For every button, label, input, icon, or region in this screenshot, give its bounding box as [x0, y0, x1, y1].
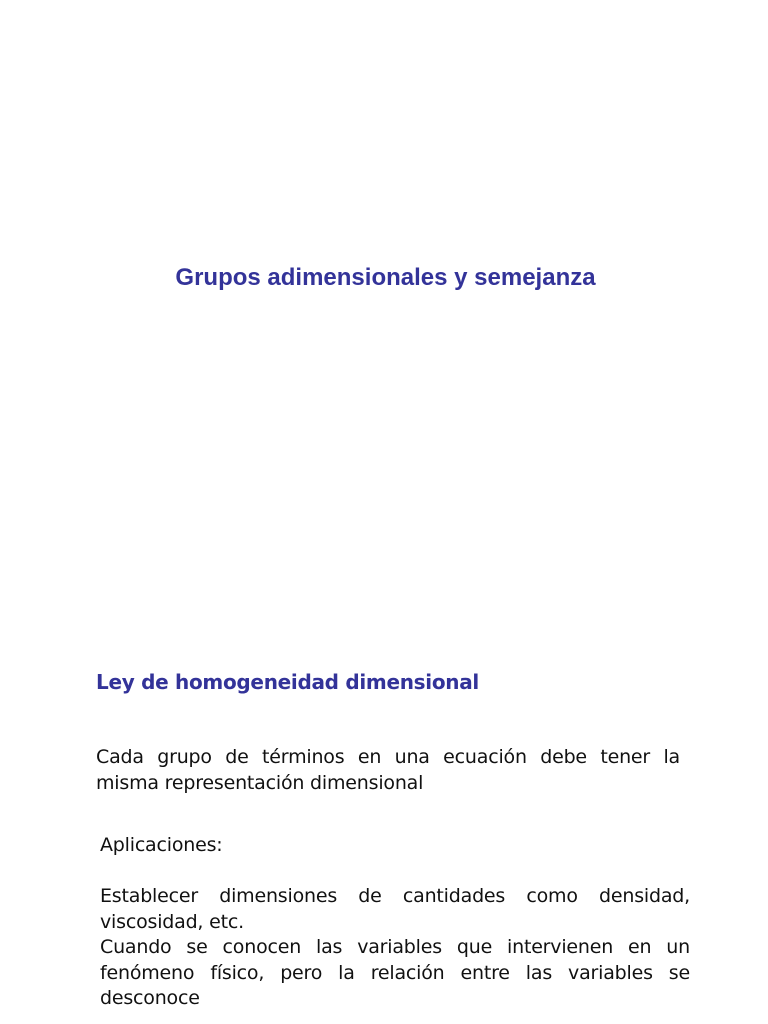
application-item: Establecer dimensiones de cantidades como densidad, viscosidad, etc.	[100, 885, 690, 933]
section-heading: Ley de homogeneidad dimensional	[96, 670, 479, 694]
applications-list	[100, 884, 690, 1012]
applications-label: Aplicaciones:	[100, 834, 223, 856]
application-item: Cuando se conocen las variables que intervienen en un fenómeno físico, pero la relación entre las variables se desconoce	[100, 936, 690, 1009]
definition-paragraph: Cada grupo de términos en una ecuación debe tener la misma representación dimensional	[96, 746, 680, 794]
page-title: Grupos adimensionales y semejanza	[175, 264, 596, 291]
